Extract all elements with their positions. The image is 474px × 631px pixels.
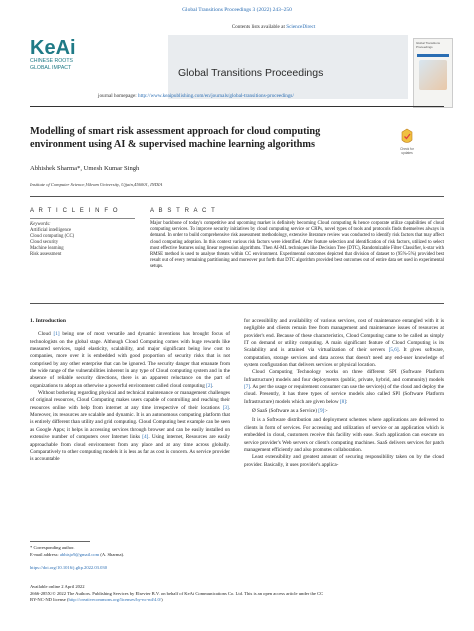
paragraph-text: . Using internet, Resources are easily approachable from cloud environment from any place and at any time across globally. Comparatively to other computing models it is less as far as cost is concern. As service provider is accountable bbox=[30, 434, 230, 463]
email-suffix: (A. Sharma). bbox=[99, 551, 125, 557]
header-rule bbox=[30, 106, 444, 107]
citation-link[interactable]: [4] bbox=[142, 434, 149, 441]
check-line-1: Check for bbox=[400, 147, 414, 151]
article-title bbox=[30, 126, 400, 151]
journal-homepage bbox=[98, 93, 294, 99]
paragraph-text: . bbox=[212, 382, 214, 389]
citation-link[interactable]: [3] bbox=[222, 404, 229, 411]
keyword: Machine learning bbox=[30, 246, 64, 252]
paragraph bbox=[244, 318, 444, 369]
available-online: Available online 2 April 2022 bbox=[30, 584, 85, 589]
email-line bbox=[30, 552, 124, 559]
list-item bbox=[244, 408, 444, 415]
footnote bbox=[30, 545, 124, 559]
keywords-block bbox=[30, 222, 130, 259]
cover-title: Global Transitions Proceedings bbox=[416, 41, 441, 49]
cover-bar bbox=[417, 54, 449, 57]
paragraph bbox=[30, 331, 230, 390]
paragraph-text: Ø SaaS (Software as a Service) bbox=[252, 408, 319, 415]
authors[interactable]: Abhishek Sharma*, Umesh Kumar Singh bbox=[30, 165, 140, 172]
homepage-prefix: journal homepage: bbox=[98, 93, 139, 99]
keyword: Artificial intelligence bbox=[30, 228, 72, 234]
keyword: Cloud security bbox=[30, 240, 59, 246]
citation-link[interactable]: [8] bbox=[339, 398, 346, 405]
title-line-1: Modelling of smart risk assessment approach for cloud computing bbox=[30, 126, 321, 137]
paragraph-text: Without bothering regarding physical and technical maintenance or management challenges of original resources, Cloud Computing makes users capable of controlling and reaching their resources online with help from internet at any time irrespective of their locations bbox=[30, 390, 230, 411]
paragraph-text: Cloud bbox=[38, 331, 54, 338]
paragraph-text: Cloud Computing Technology works on three different SPI (Software Platform Infrastructure) models and four deployments (public, private, hybrid, and community) models bbox=[244, 369, 444, 383]
paragraph-text: Least extensibility and greatest amount of securing responsibility taken on by the cloud provider. Basically, it uses provider's applica- bbox=[244, 454, 444, 468]
logo-tagline-1: CHINESE ROOTS bbox=[30, 58, 73, 64]
paragraph-text: . As per the usage or requirement consumer can use the service(s) of the cloud and deploy the cloud. Presently, it has three types of service models also called SPI (Software Platform Infrastructure) models which are given below bbox=[244, 384, 444, 405]
paragraph bbox=[30, 390, 230, 463]
license-suffix: ) bbox=[161, 597, 163, 603]
contents-prefix: Contents lists available at bbox=[231, 24, 287, 30]
license-link[interactable]: http://creativecommons.org/licenses/by-nc-nd/4.0/ bbox=[68, 597, 162, 603]
citation-link[interactable]: [5,6] bbox=[388, 347, 399, 354]
logo-tagline-2: GLOBAL IMPACT bbox=[30, 64, 72, 71]
license-prefix: BY-NC-ND license ( bbox=[30, 597, 69, 603]
paragraph-text: : bbox=[346, 398, 348, 405]
publication-info bbox=[30, 584, 444, 604]
divider-body bbox=[30, 303, 444, 304]
paragraph bbox=[244, 454, 444, 469]
contents-line bbox=[186, 24, 361, 30]
cover-artwork bbox=[419, 60, 447, 90]
copyright-line: 2666-285X/© 2022 The Authors. Publishing Services by Elsevier B.V. on behalf of KeAi Communications Co. Ltd. This is an open access article under the CC bbox=[30, 590, 324, 596]
article-info-rule bbox=[30, 218, 135, 219]
paragraph-text: . Moreover, its resources are scalable and dynamic. It is an autonomous computing platform that is entirely different than utility and grid computing. Cloud Computing best example can be seen as Google Apps; it helps in accessing services through browser and can be easily installed on extensive number of computers over Internet links bbox=[30, 404, 230, 441]
divider-top bbox=[30, 196, 444, 197]
citation-link[interactable]: [1] bbox=[53, 331, 60, 338]
doi-line bbox=[30, 565, 107, 572]
journal-banner bbox=[30, 20, 444, 104]
citation-link[interactable]: [2] bbox=[206, 382, 213, 389]
journal-title[interactable]: Global Transitions Proceedings bbox=[178, 67, 324, 79]
affiliation: Institute of Computer Science,Vikram University, Ujjain,456001, INDIA bbox=[30, 182, 163, 187]
paragraph bbox=[244, 369, 444, 406]
paragraph-text: for accessibility and availability of various services, cost of maintenance entangled with it is negligible and clients remain free from management and maintenance issues of resources at provider's end. Because of these characteristics, Cloud Computing came to be called as simply IT on demand or utility computing. A main significant feature of Cloud Computing is its Scalability and is attained via virtualization of their servers bbox=[244, 318, 444, 354]
check-updates-label[interactable] bbox=[392, 148, 422, 155]
doi-link[interactable]: https://doi.org/10.1016/j.gltp.2022.03.030 bbox=[30, 565, 107, 570]
paragraph-text: . It gives software, computation, storage services and data access that doesn't need any end-user knowledge of system configuration that delivers services or physical location. bbox=[244, 347, 444, 369]
abstract-rule bbox=[150, 218, 444, 219]
article-info-heading: A R T I C L E I N F O bbox=[30, 208, 120, 214]
logo-word: KeAi bbox=[30, 37, 76, 59]
journal-cover-image[interactable] bbox=[413, 38, 453, 108]
check-line-2: updates bbox=[401, 150, 413, 155]
body-left-column bbox=[30, 318, 230, 464]
title-line-2: environment using AI & supervised machine learning algorithms bbox=[30, 138, 315, 150]
section-heading: 1. Introduction bbox=[30, 318, 66, 324]
keywords-label: Keywords: bbox=[30, 222, 51, 227]
footnote-rule bbox=[30, 541, 90, 542]
body-right-column bbox=[244, 318, 444, 469]
citation-link[interactable]: [7] bbox=[244, 384, 251, 391]
running-head[interactable]: Global Transitions Proceedings 3 (2022) 243–250 bbox=[182, 7, 292, 13]
check-updates-icon[interactable] bbox=[400, 128, 414, 146]
keyword: Risk assessment bbox=[30, 252, 62, 258]
publisher-logo[interactable] bbox=[30, 38, 100, 71]
corresponding-author-label: * Corresponding author. bbox=[30, 545, 75, 550]
keyword: Cloud computing (CC) bbox=[30, 234, 75, 240]
paragraph-text: :- bbox=[324, 408, 328, 415]
sciencedirect-link[interactable]: ScienceDirect bbox=[286, 24, 316, 30]
email-link[interactable]: abhisjo9@gmail.com bbox=[59, 551, 100, 557]
abstract-text: Major backbone of today's competitive and upcoming market is definitely becoming Cloud computing & hence corporate utilize capabilities of cloud computing services. To improve security initiatives by cloud computing service or CRPs, novel types of tools and protocols finds themselves always in demand. In order to build comprehensive risk assessment methodology, extensive literature review was conducted to identify risk factors that may affect cloud computing adoption. In this context various risk factors were identified. After feature selection and identification of risk factors, utilized to select most effective features using linear regression algorithms. Then AI-ML techniques like Decision Tree (DTC), Randomizable Filter Classifier, k-star with RMSE method is used to analyse threats within CC environment. Experimental outcomes depicted that division of dataset to (95%-5%) provided best result out of every remaining partitioning and moreover put forth that DTC algorithm provided best outcomes out of entire data set used in experimental setups. bbox=[150, 221, 444, 270]
citation-link[interactable]: [9] bbox=[318, 408, 325, 415]
email-prefix: E-mail address: bbox=[30, 551, 60, 557]
abstract-heading: A B S T R A C T bbox=[150, 208, 217, 214]
paragraph-text: being one of most versatile and dynamic inventions has brought focus of technologists on the global stage. Although Cloud Computing comes with huge rewards like measured services, rapid elasticity, scalability, and major significant being low cost to companies, more over it is embedded with good proportion of security risks that is not comprised by any other enterprise that can be ignored. The security danger that emanate from the wide range of the vulnerabilities inherent in any type of Cloud computing system and in the absence of reliable security directions, there is an apparent reluctance on the part of organizations to adopt an otherwise a powerful environment called cloud computing bbox=[30, 331, 231, 389]
paragraph bbox=[244, 417, 444, 454]
paragraph-text: It is a Software distribution and deployment schemes where applications are delivered to clients in form of services. For accessing and utilization of service or an application which is embedded in cloud, customers receive this facility with ease. Such application can execute on service provider's Web servers or client's computing machines. SaaS delivers services for patch management efficiently and also promotes collaboration. bbox=[244, 417, 444, 453]
license-line bbox=[30, 597, 444, 604]
homepage-link[interactable]: http://www.keaipublishing.com/en/journals/global-transitions-proceedings/ bbox=[138, 93, 294, 99]
